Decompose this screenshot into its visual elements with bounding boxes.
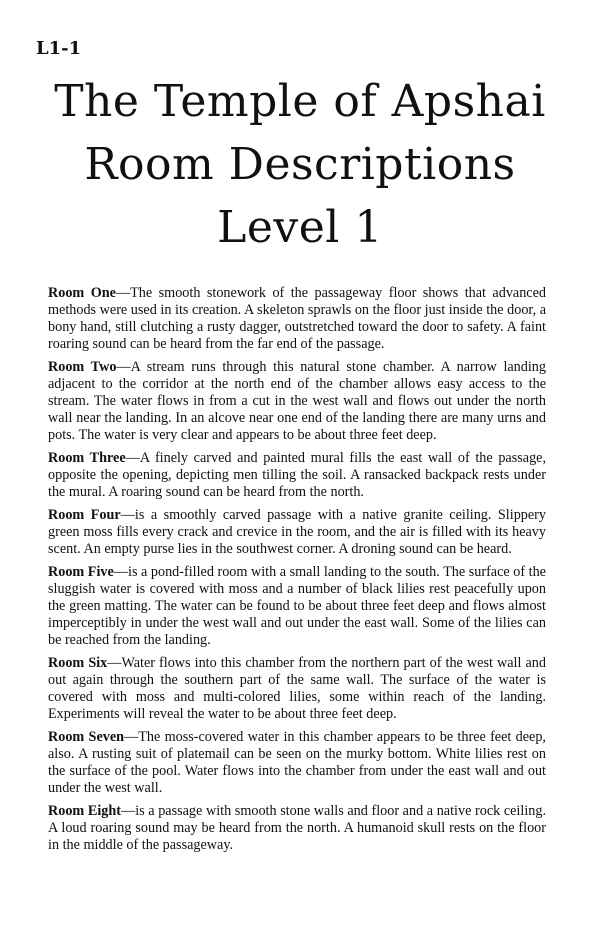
page-code: L1-1 (36, 38, 82, 59)
title-line: Room Descriptions (84, 139, 516, 190)
room-name: Room Three (48, 450, 126, 466)
room-two-description (48, 359, 546, 444)
room-five-description (48, 564, 546, 649)
room-seven-description (48, 729, 546, 797)
room-three-description (48, 450, 546, 501)
room-six-description (48, 655, 546, 723)
room-name: Room Six (48, 655, 108, 671)
room-name: Room One (48, 285, 116, 301)
room-text: —is a pond-filled room with a small landing to the south. The surface of the sluggish water is covered with moss and a number of black lilies rest peacefully upon the green matting. The water can be found to be about three feet deep and flows almost imperceptibly in under the west wall and out under the east wall. Some of the lilies can be reached from the landing. (48, 564, 546, 648)
room-descriptions (48, 285, 546, 860)
room-name: Room Four (48, 507, 121, 523)
room-text: —A finely carved and painted mural fills the east wall of the passage, opposite the opening, depicting men tilling the soil. A ransacked backpack rests under the mural. A roaring sound can be heard from the north. (48, 450, 547, 500)
room-name: Room Two (48, 359, 117, 375)
title-line: Level 1 (217, 202, 383, 253)
room-eight-description (48, 803, 546, 854)
room-text: —The moss-covered water in this chamber appears to be three feet deep, also. A rusting suit of platemail can be seen on the murky bottom. White lilies rest on the surface of the pool. Water flows into the chamber from under the east wall and out under the west wall. (48, 729, 546, 796)
room-text: —is a smoothly carved passage with a native granite ceiling. Slippery green moss fills every crack and crevice in the room, and the air is filled with its heavy scent. An empty purse lies in the southwest corner. A droning sound can be heard. (48, 507, 546, 557)
room-name: Room Seven (48, 729, 125, 745)
room-text: —The smooth stonework of the passageway floor shows that advanced methods were used in its creation. A skeleton sprawls on the floor just inside the door, a bony hand, still clutching a rusty dagger, outstretched toward the door to safety. A faint roaring sound can be heard from the far end of the passage. (48, 285, 546, 352)
room-text: —A stream runs through this natural stone chamber. A narrow landing adjacent to the corridor at the north end of the chamber allows easy access to the stream. The water flows in from a cut in the west wall and flows out under the north wall near the landing. In an alcove near one end of the landing there are many urns and pots. The water is very clear and appears to be about three feet deep. (48, 359, 546, 443)
title-line: The Temple of Apshai (54, 76, 546, 127)
room-name: Room Eight (48, 803, 121, 819)
room-name: Room Five (48, 564, 114, 580)
room-text: —is a passage with smooth stone walls and floor and a native rock ceiling. A loud roaring sound may be heard from the north. A humanoid skull rests on the floor in the middle of the passageway. (48, 803, 546, 853)
room-four-description (48, 507, 546, 558)
page-title (0, 70, 600, 259)
room-text: —Water flows into this chamber from the northern part of the west wall and out again through the southern part of the same wall. The surface of the water is covered with moss and multi-colored lilies, some within reach of the landing. Experiments will reveal the water to be about three feet deep. (48, 655, 546, 722)
room-one-description (48, 285, 546, 353)
